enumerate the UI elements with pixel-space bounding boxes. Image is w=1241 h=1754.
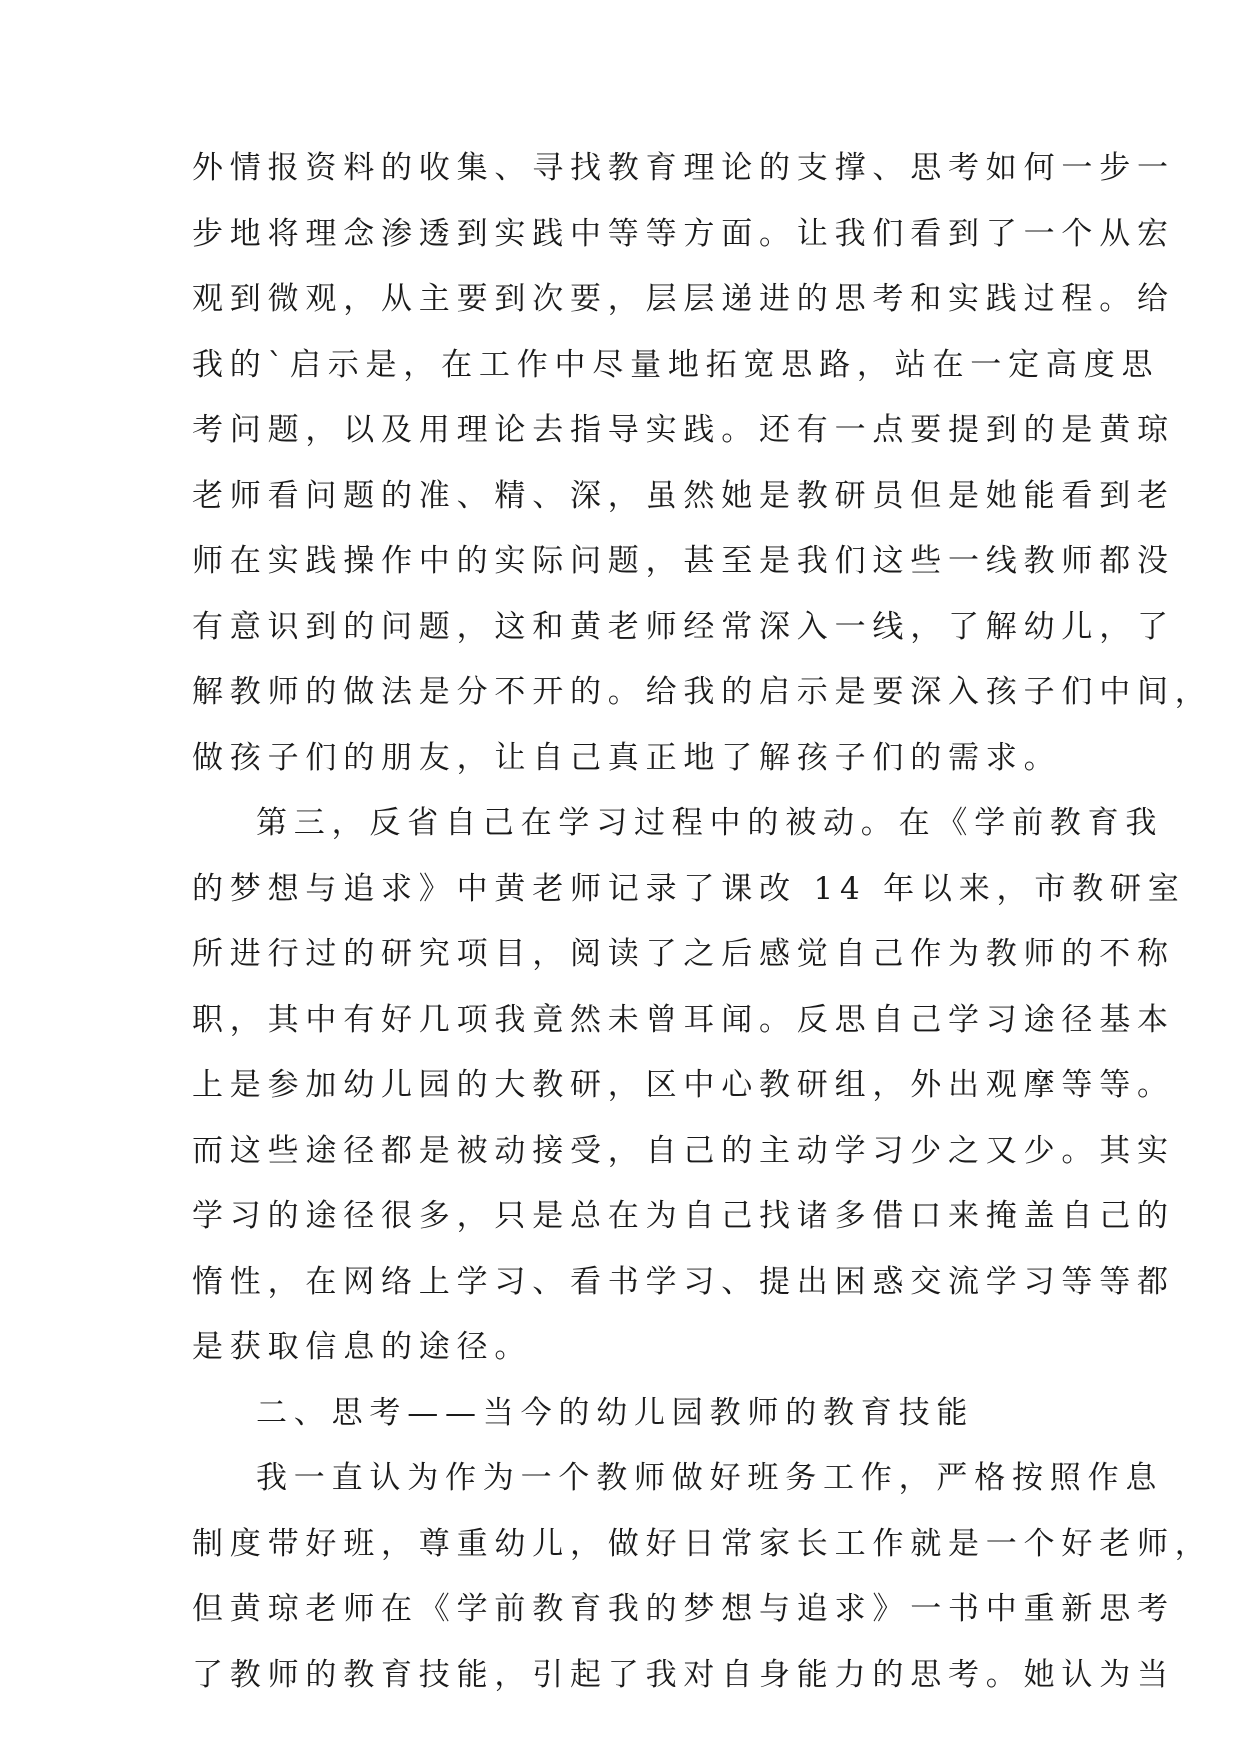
text-line: 而这些途径都是被动接受，自己的主动学习少之又少。其实	[192, 1132, 1175, 1169]
text-line: 所进行过的研究项目，阅读了之后感觉自己作为教师的不称	[192, 936, 1175, 972]
text-line: 做孩子们的朋友，让自己真正地了解孩子们的需求。	[192, 739, 1062, 776]
text-line: 外情报资料的收集、寻找教育理论的支撑、思考如何一步一	[192, 150, 1175, 186]
text-line: 我一直认为作为一个教师做好班务工作，严格按照作息	[256, 1460, 1164, 1496]
body-text	[192, 136, 1213, 1708]
text-line: 学习的途径很多，只是总在为自己找诸多借口来掩盖自己的	[192, 1198, 1175, 1234]
text-line: 观到微观，从主要到次要，层层递进的思考和实践过程。给	[192, 281, 1175, 317]
text-line: 制度带好班，尊重幼儿，做好日常家长工作就是一个好老师，	[192, 1525, 1213, 1562]
text-line: 二、思考——当今的幼儿园教师的教育技能	[256, 1394, 975, 1431]
text-line: 解教师的做法是分不开的。给我的启示是要深入孩子们中间，	[192, 674, 1213, 710]
text-line: 的梦想与追求》中黄老师记录了课改 14 年以来，市教研室	[192, 870, 1186, 907]
text-line: 了教师的教育技能，引起了我对自身能力的思考。她认为当	[192, 1656, 1175, 1693]
text-line: 师在实践操作中的实际问题，甚至是我们这些一线教师都没	[192, 543, 1175, 579]
text-line: 第三，反省自己在学习过程中的被动。在《学前教育我	[256, 805, 1164, 841]
text-line: 步地将理念渗透到实践中等等方面。让我们看到了一个从宏	[192, 215, 1175, 252]
text-line: 但黄琼老师在《学前教育我的梦想与追求》一书中重新思考	[192, 1591, 1175, 1627]
text-line: 考问题，以及用理论去指导实践。还有一点要提到的是黄琼	[192, 412, 1175, 448]
text-line: 我的`启示是，在工作中尽量地拓宽思路，站在一定高度思	[192, 346, 1160, 383]
text-line: 职，其中有好几项我竟然未曾耳闻。反思自己学习途径基本	[192, 1001, 1175, 1038]
text-line: 上是参加幼儿园的大教研，区中心教研组，外出观摩等等。	[192, 1067, 1175, 1103]
text-line: 老师看问题的准、精、深，虽然她是教研员但是她能看到老	[192, 477, 1175, 514]
text-line: 是获取信息的途径。	[192, 1329, 533, 1365]
text-line: 有意识到的问题，这和黄老师经常深入一线，了解幼儿，了	[192, 608, 1175, 645]
text-line: 惰性，在网络上学习、看书学习、提出困惑交流学习等等都	[192, 1263, 1175, 1300]
